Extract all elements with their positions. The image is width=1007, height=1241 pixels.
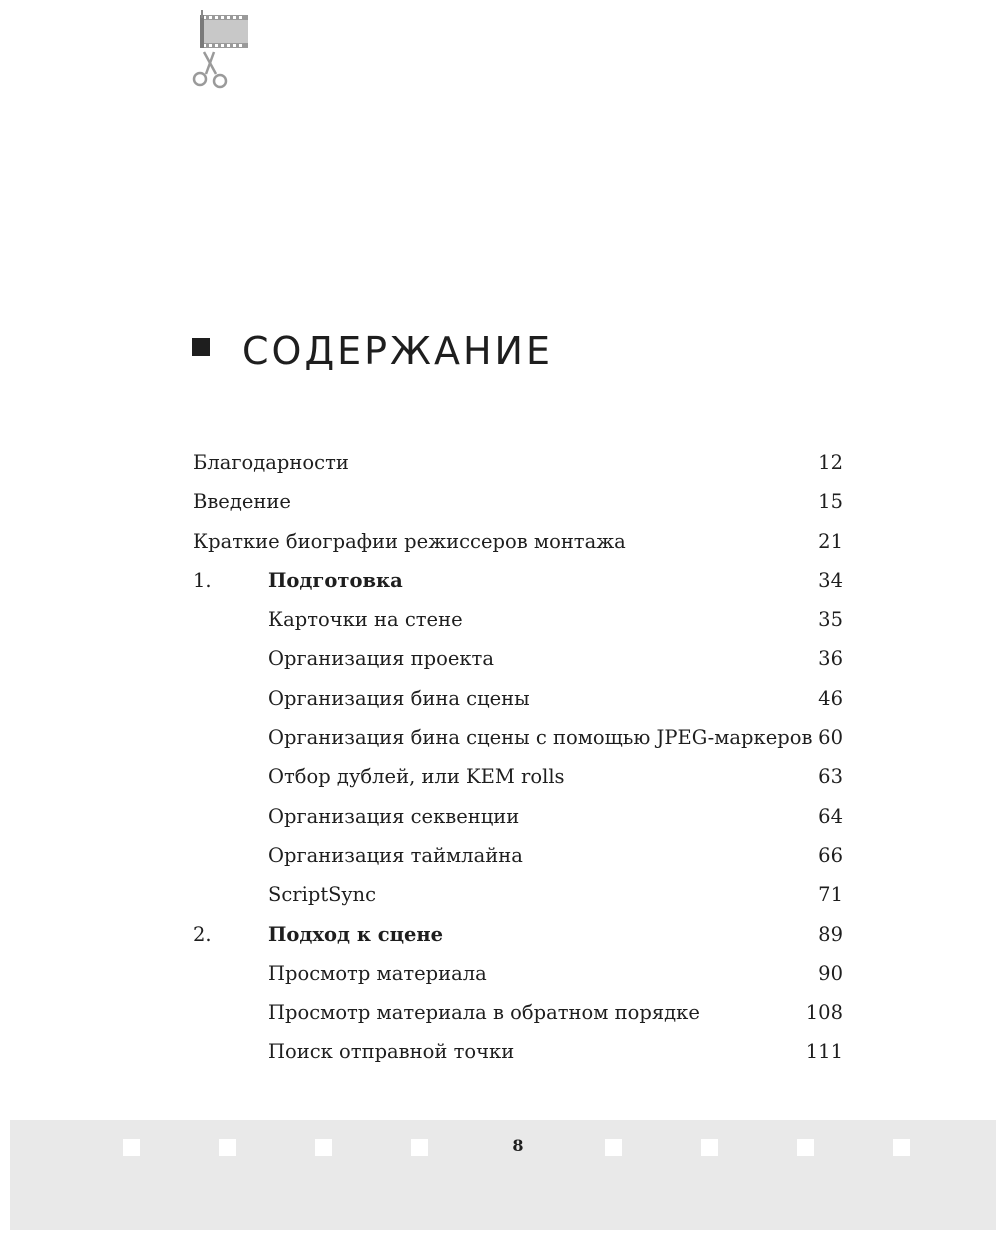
footer-square xyxy=(701,1139,718,1156)
footer-band xyxy=(10,1120,996,1230)
toc-entry xyxy=(193,561,843,600)
toc-entry-title: Организация бина сцены xyxy=(268,686,530,710)
page-title: СОДЕРЖАНИЕ xyxy=(242,329,553,373)
footer-square xyxy=(893,1139,910,1156)
toc-page-number: 89 xyxy=(818,922,843,946)
toc-entry xyxy=(193,639,843,678)
toc-entry-title: Организация проекта xyxy=(268,647,494,671)
toc-entry xyxy=(193,522,843,561)
table-of-contents xyxy=(193,443,843,1072)
toc-entry xyxy=(193,915,843,954)
toc-entry-title: Организация таймлайна xyxy=(268,843,523,867)
toc-page-number: 34 xyxy=(818,568,843,592)
toc-entry xyxy=(193,1032,843,1071)
toc-entry xyxy=(193,482,843,521)
toc-page-number: 108 xyxy=(805,1001,843,1025)
toc-page-number: 35 xyxy=(818,608,843,632)
toc-page-number: 66 xyxy=(818,843,843,867)
toc-entry-title: Карточки на стене xyxy=(268,608,463,632)
page-number: 8 xyxy=(512,1136,524,1155)
film-scissors-icon xyxy=(186,8,254,94)
toc-page-number: 36 xyxy=(818,647,843,671)
toc-entry xyxy=(193,757,843,796)
toc-entry-title: Поиск отправной точки xyxy=(268,1040,515,1064)
footer-square xyxy=(797,1139,814,1156)
toc-entry xyxy=(193,954,843,993)
toc-entry xyxy=(193,718,843,757)
toc-chapter-number: 2. xyxy=(193,922,212,946)
toc-entry xyxy=(193,875,843,914)
toc-entry-title: Просмотр материала xyxy=(268,961,487,985)
page-title-block xyxy=(192,326,553,376)
toc-page-number: 12 xyxy=(818,451,843,474)
toc-entry-title: Благодарности xyxy=(193,451,349,474)
footer-square xyxy=(123,1139,140,1156)
toc-entry xyxy=(193,993,843,1032)
footer-square xyxy=(315,1139,332,1156)
footer-square xyxy=(411,1139,428,1156)
toc-entry xyxy=(193,443,843,482)
toc-page-number: 21 xyxy=(818,529,843,553)
footer-square xyxy=(605,1139,622,1156)
toc-page-number: 46 xyxy=(818,686,843,710)
toc-entry-title: Отбор дублей, или KEM rolls xyxy=(268,765,565,789)
toc-page-number: 111 xyxy=(805,1040,843,1064)
toc-page-number: 71 xyxy=(818,883,843,907)
toc-entry-title: Организация бина сцены с помощью JPEG-маркеров xyxy=(268,726,813,750)
toc-entry-title: Просмотр материала в обратном порядке xyxy=(268,1001,700,1025)
title-bullet-square xyxy=(192,338,210,356)
toc-entry xyxy=(193,600,843,639)
toc-page-number: 15 xyxy=(818,490,843,514)
toc-entry xyxy=(193,797,843,836)
toc-entry xyxy=(193,836,843,875)
toc-entry xyxy=(193,679,843,718)
toc-entry-title: Краткие биографии режиссеров монтажа xyxy=(193,529,626,553)
toc-page-number: 63 xyxy=(818,765,843,789)
toc-chapter-title: Подготовка xyxy=(268,568,403,592)
footer-square xyxy=(219,1139,236,1156)
toc-page-number: 90 xyxy=(818,961,843,985)
toc-entry-title: ScriptSync xyxy=(268,883,377,907)
toc-entry-title: Введение xyxy=(193,490,291,514)
toc-chapter-title: Подход к сцене xyxy=(268,922,444,946)
toc-chapter-number: 1. xyxy=(193,568,212,592)
toc-page-number: 64 xyxy=(818,804,843,828)
toc-entry-title: Организация секвенции xyxy=(268,804,520,828)
toc-page-number: 60 xyxy=(818,726,843,750)
